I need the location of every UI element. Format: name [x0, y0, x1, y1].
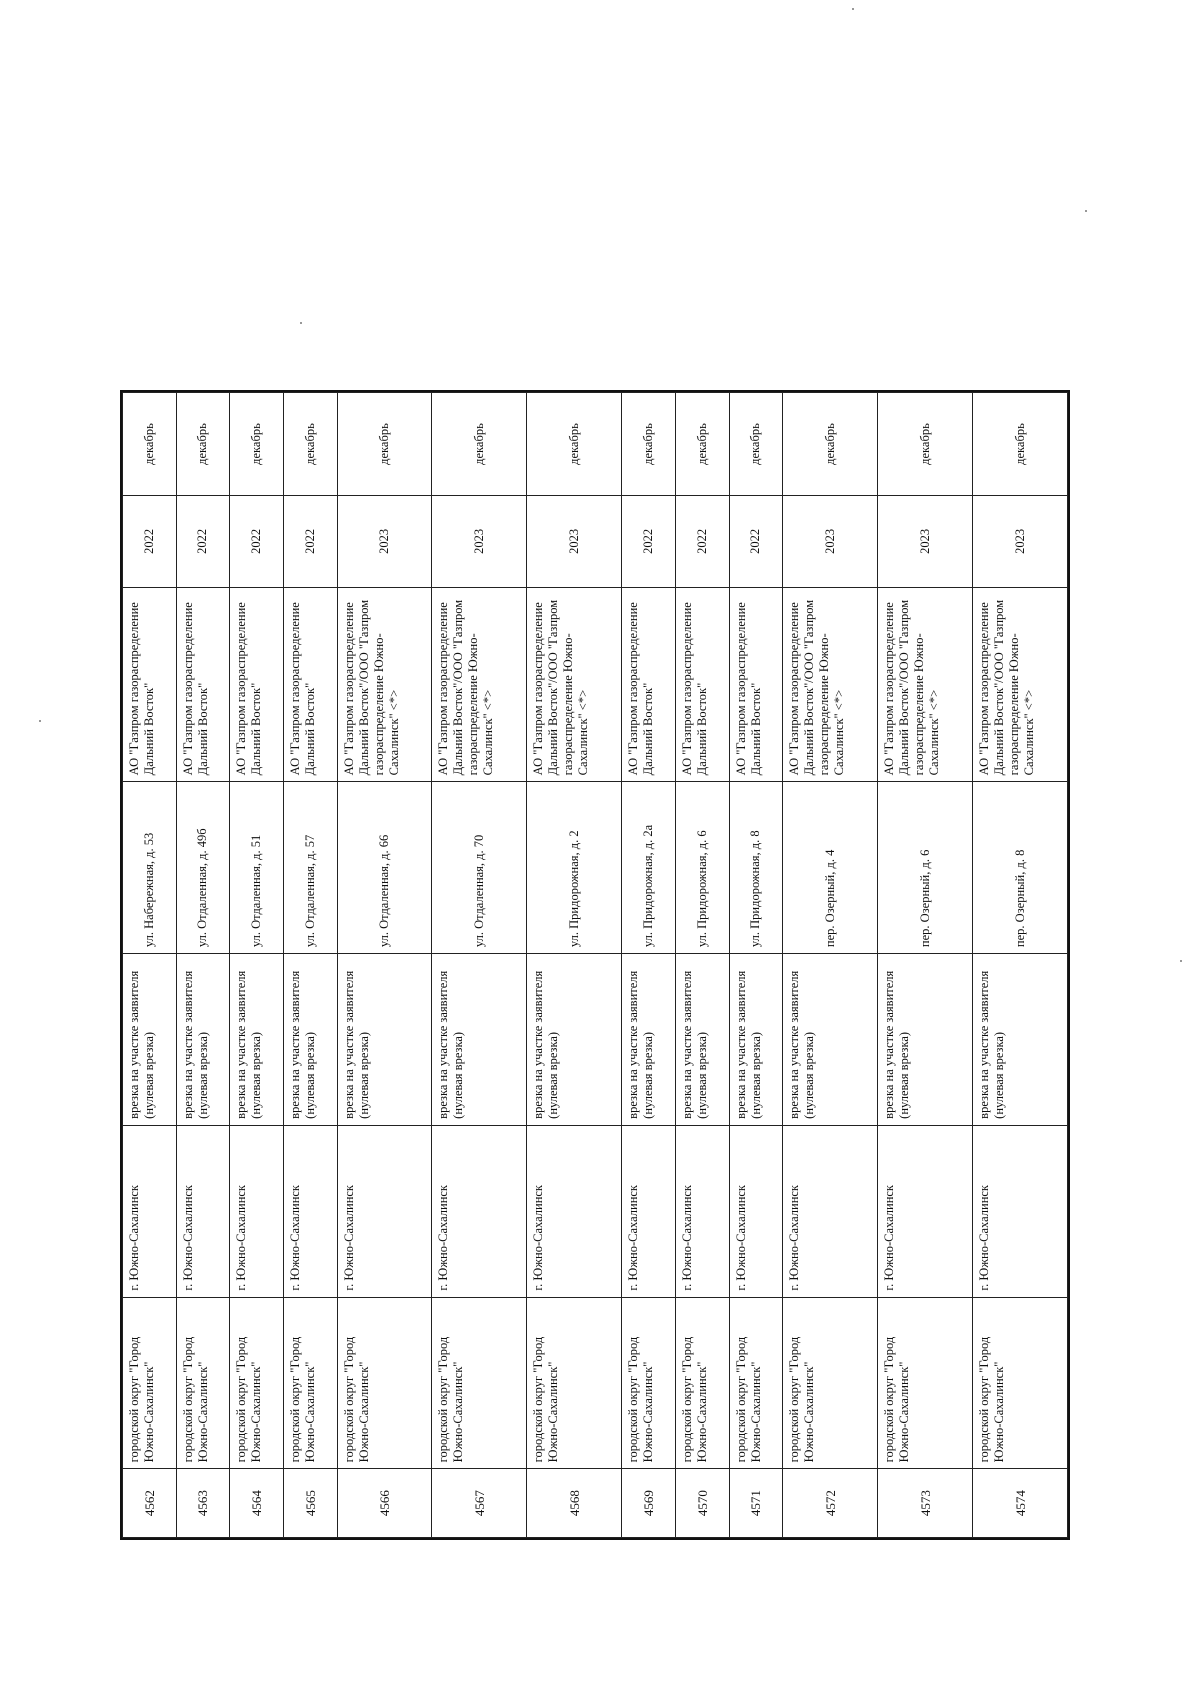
year-cell: 2022: [622, 496, 676, 588]
organization-cell: АО "Газпром газораспределение Дальний Восток": [176, 587, 230, 782]
month-cell: декабрь: [176, 393, 230, 496]
month-cell: декабрь: [729, 393, 783, 496]
organization-cell: АО "Газпром газораспределение Дальний Восток"/ООО "Газпром газораспределение Южно-Сахалинск" <*>: [783, 587, 878, 782]
scan-speck: [1085, 210, 1087, 212]
address-cell: ул. Отдаленная, д. 57: [283, 782, 337, 954]
organization-cell: АО "Газпром газораспределение Дальний Восток": [123, 587, 177, 782]
district-cell: городской округ "Город Южно-Сахалинск": [337, 1297, 432, 1469]
year-cell: 2022: [123, 496, 177, 588]
table-row: [729, 393, 783, 1538]
city-cell: г. Южно-Сахалинск: [527, 1125, 622, 1297]
connection-type-cell: врезка на участке заявителя (нулевая врезка): [675, 954, 729, 1126]
district-cell: городской округ "Город Южно-Сахалинск": [878, 1297, 973, 1469]
organization-cell: АО "Газпром газораспределение Дальний Восток"/ООО "Газпром газораспределение Южно-Сахалинск" <*>: [432, 587, 527, 782]
month-cell: декабрь: [622, 393, 676, 496]
row-number: 4569: [622, 1469, 676, 1538]
table-row: [622, 393, 676, 1538]
connection-type-cell: врезка на участке заявителя (нулевая врезка): [283, 954, 337, 1126]
city-cell: г. Южно-Сахалинск: [973, 1125, 1068, 1297]
year-cell: 2023: [878, 496, 973, 588]
connection-type-cell: врезка на участке заявителя (нулевая врезка): [973, 954, 1068, 1126]
year-cell: 2022: [283, 496, 337, 588]
district-cell: городской округ "Город Южно-Сахалинск": [283, 1297, 337, 1469]
table-row: [283, 393, 337, 1538]
month-cell: декабрь: [337, 393, 432, 496]
city-cell: г. Южно-Сахалинск: [878, 1125, 973, 1297]
row-number: 4565: [283, 1469, 337, 1538]
month-cell: декабрь: [878, 393, 973, 496]
table-row: [337, 393, 432, 1538]
row-number: 4571: [729, 1469, 783, 1538]
row-number: 4564: [230, 1469, 284, 1538]
address-cell: ул. Отдаленная, д. 49б: [176, 782, 230, 954]
organization-cell: АО "Газпром газораспределение Дальний Восток": [675, 587, 729, 782]
connection-type-cell: врезка на участке заявителя (нулевая врезка): [432, 954, 527, 1126]
table-row: [675, 393, 729, 1538]
row-number: 4568: [527, 1469, 622, 1538]
month-cell: декабрь: [432, 393, 527, 496]
year-cell: 2023: [973, 496, 1068, 588]
address-cell: ул. Отдаленная, д. 51: [230, 782, 284, 954]
row-number: 4570: [675, 1469, 729, 1538]
city-cell: г. Южно-Сахалинск: [432, 1125, 527, 1297]
city-cell: г. Южно-Сахалинск: [622, 1125, 676, 1297]
scan-speck: [852, 8, 854, 10]
district-cell: городской округ "Город Южно-Сахалинск": [783, 1297, 878, 1469]
connection-type-cell: врезка на участке заявителя (нулевая врезка): [622, 954, 676, 1126]
scan-speck: [1180, 960, 1182, 962]
scan-speck: [39, 720, 41, 722]
year-cell: 2023: [337, 496, 432, 588]
district-cell: городской округ "Город Южно-Сахалинск": [622, 1297, 676, 1469]
organization-cell: АО "Газпром газораспределение Дальний Восток": [729, 587, 783, 782]
district-cell: городской округ "Город Южно-Сахалинск": [729, 1297, 783, 1469]
year-cell: 2022: [675, 496, 729, 588]
connection-type-cell: врезка на участке заявителя (нулевая врезка): [123, 954, 177, 1126]
connection-type-cell: врезка на участке заявителя (нулевая врезка): [176, 954, 230, 1126]
scan-speck: [300, 322, 302, 324]
table-row: [432, 393, 527, 1538]
address-cell: ул. Придорожная, д. 6: [675, 782, 729, 954]
connection-type-cell: врезка на участке заявителя (нулевая врезка): [337, 954, 432, 1126]
district-cell: городской округ "Город Южно-Сахалинск": [123, 1297, 177, 1469]
district-cell: городской округ "Город Южно-Сахалинск": [675, 1297, 729, 1469]
connection-type-cell: врезка на участке заявителя (нулевая врезка): [783, 954, 878, 1126]
year-cell: 2022: [729, 496, 783, 588]
row-number: 4573: [878, 1469, 973, 1538]
organization-cell: АО "Газпром газораспределение Дальний Восток"/ООО "Газпром газораспределение Южно-Сахалинск" <*>: [878, 587, 973, 782]
district-cell: городской округ "Город Южно-Сахалинск": [176, 1297, 230, 1469]
organization-cell: АО "Газпром газораспределение Дальний Восток": [622, 587, 676, 782]
month-cell: декабрь: [973, 393, 1068, 496]
organization-cell: АО "Газпром газораспределение Дальний Восток": [230, 587, 284, 782]
table-row: [527, 393, 622, 1538]
year-cell: 2022: [176, 496, 230, 588]
city-cell: г. Южно-Сахалинск: [729, 1125, 783, 1297]
year-cell: 2023: [783, 496, 878, 588]
connection-type-cell: врезка на участке заявителя (нулевая врезка): [878, 954, 973, 1126]
organization-cell: АО "Газпром газораспределение Дальний Восток"/ООО "Газпром газораспределение Южно-Сахалинск" <*>: [527, 587, 622, 782]
address-cell: пер. Озерный, д. 8: [973, 782, 1068, 954]
month-cell: декабрь: [783, 393, 878, 496]
address-cell: ул. Набережная, д. 53: [123, 782, 177, 954]
row-number: 4567: [432, 1469, 527, 1538]
connection-type-cell: врезка на участке заявителя (нулевая врезка): [729, 954, 783, 1126]
district-cell: городской округ "Город Южно-Сахалинск": [432, 1297, 527, 1469]
year-cell: 2022: [230, 496, 284, 588]
month-cell: декабрь: [527, 393, 622, 496]
table-row: [878, 393, 973, 1538]
year-cell: 2023: [432, 496, 527, 588]
address-cell: ул. Отдаленная, д. 66: [337, 782, 432, 954]
city-cell: г. Южно-Сахалинск: [230, 1125, 284, 1297]
address-cell: ул. Придорожная, д. 8: [729, 782, 783, 954]
city-cell: г. Южно-Сахалинск: [123, 1125, 177, 1297]
address-cell: ул. Отдаленная, д. 70: [432, 782, 527, 954]
data-table: [120, 390, 1070, 1540]
row-number: 4566: [337, 1469, 432, 1538]
connection-type-cell: врезка на участке заявителя (нулевая врезка): [527, 954, 622, 1126]
month-cell: декабрь: [283, 393, 337, 496]
organization-cell: АО "Газпром газораспределение Дальний Восток"/ООО "Газпром газораспределение Южно-Сахалинск" <*>: [973, 587, 1068, 782]
table-row: [123, 393, 177, 1538]
table-row: [230, 393, 284, 1538]
city-cell: г. Южно-Сахалинск: [675, 1125, 729, 1297]
address-cell: пер. Озерный, д. 4: [783, 782, 878, 954]
city-cell: г. Южно-Сахалинск: [176, 1125, 230, 1297]
month-cell: декабрь: [230, 393, 284, 496]
row-number: 4572: [783, 1469, 878, 1538]
address-cell: ул. Придорожная, д. 2а: [622, 782, 676, 954]
table-row: [973, 393, 1068, 1538]
district-cell: городской округ "Город Южно-Сахалинск": [973, 1297, 1068, 1469]
city-cell: г. Южно-Сахалинск: [283, 1125, 337, 1297]
district-cell: городской округ "Город Южно-Сахалинск": [527, 1297, 622, 1469]
address-cell: ул. Придорожная, д. 2: [527, 782, 622, 954]
city-cell: г. Южно-Сахалинск: [783, 1125, 878, 1297]
row-number: 4563: [176, 1469, 230, 1538]
row-number: 4562: [123, 1469, 177, 1538]
month-cell: декабрь: [123, 393, 177, 496]
table-row: [783, 393, 878, 1538]
connection-type-cell: врезка на участке заявителя (нулевая врезка): [230, 954, 284, 1126]
table-row: [176, 393, 230, 1538]
organization-cell: АО "Газпром газораспределение Дальний Восток"/ООО "Газпром газораспределение Южно-Сахалинск" <*>: [337, 587, 432, 782]
month-cell: декабрь: [675, 393, 729, 496]
year-cell: 2023: [527, 496, 622, 588]
district-cell: городской округ "Город Южно-Сахалинск": [230, 1297, 284, 1469]
address-cell: пер. Озерный, д. 6: [878, 782, 973, 954]
organization-cell: АО "Газпром газораспределение Дальний Восток": [283, 587, 337, 782]
city-cell: г. Южно-Сахалинск: [337, 1125, 432, 1297]
row-number: 4574: [973, 1469, 1068, 1538]
